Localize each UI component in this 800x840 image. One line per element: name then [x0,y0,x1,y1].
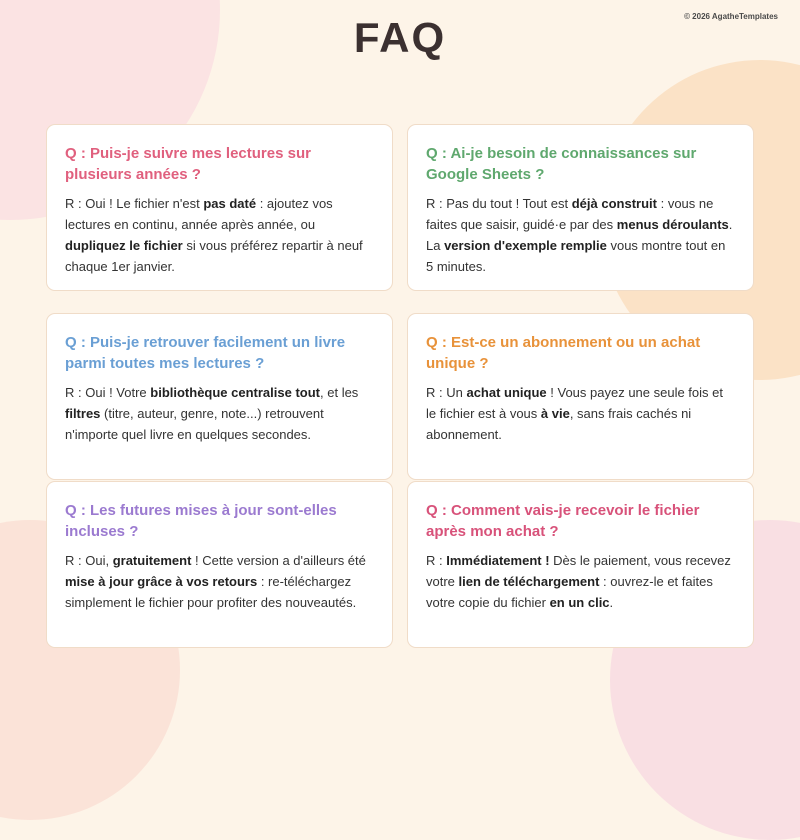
answer-highlight: achat unique [466,385,547,400]
answer-text: vous montre tout en 5 minutes. [426,238,726,274]
answer-text: R : Un [426,385,467,400]
answer-text: R : Oui ! Votre [65,385,151,400]
answer-text: , sans frais cachés ni abonnement. [426,406,692,442]
faq-question: Q : Ai-je besoin de connaissances sur Google Sheets ? [426,145,697,183]
answer-highlight: lien de téléchargement [458,574,600,589]
answer-text: ! Cette version a d'ailleurs été [191,553,366,568]
faq-answer [65,382,374,445]
faq-card-delivery [407,481,754,648]
answer-text: si vous préférez repartir à neuf chaque 1er janvier. [65,238,363,274]
faq-answer [426,382,735,445]
answer-text: Dès le paiement, vous recevez votre [426,553,731,589]
answer-highlight: version d'exemple remplie [444,238,607,253]
answer-text: R : Oui, [65,553,113,568]
faq-answer [426,193,735,277]
answer-text: R : Pas du tout ! Tout est [426,196,572,211]
faq-question: Q : Les futures mises à jour sont-elles incluses ? [65,502,337,540]
faq-card-subscription [407,313,754,480]
faq-question: Q : Comment vais-je recevoir le fichier après mon achat ? [426,502,700,540]
answer-highlight: dupliquez le fichier [65,238,183,253]
answer-text: , et les [320,385,359,400]
answer-text: : ouvrez-le et faites votre copie du fichier [426,574,713,610]
answer-highlight: bibliothèque centralise tout [150,385,321,400]
answer-highlight: en un clic [549,595,610,610]
faq-card-updates [46,481,393,648]
answer-text: : vous ne faites que saisir, guidé·e par des [426,196,714,232]
answer-highlight: menus déroulants [616,217,729,232]
answer-text: R : [426,553,447,568]
faq-question: Q : Puis-je suivre mes lectures sur plusieurs années ? [65,145,311,183]
answer-highlight: mise à jour grâce à vos retours [65,574,258,589]
answer-text: ! Vous payez une seule fois et le fichier est à vous [426,385,723,421]
copyright-text: © 2026 AgatheTemplates [684,12,778,21]
faq-answer [65,193,374,277]
answer-highlight: Immédiatement ! [446,553,550,568]
answer-text: : re-téléchargez simplement le fichier pour profiter des nouveautés. [65,574,357,610]
faq-card-find-book [46,313,393,480]
faq-answer [426,550,735,613]
faq-question: Q : Est-ce un abonnement ou un achat unique ? [426,334,701,372]
answer-highlight: pas daté [203,196,257,211]
faq-question: Q : Puis-je retrouver facilement un livre parmi toutes mes lectures ? [65,334,346,372]
faq-answer [65,550,374,613]
answer-highlight: à vie [540,406,570,421]
answer-highlight: filtres [65,406,101,421]
page-title: FAQ [353,14,447,61]
answer-text: . [609,595,614,610]
answer-highlight: gratuitement [112,553,192,568]
faq-card-multi-year [46,124,393,291]
answer-highlight: déjà construit [571,196,657,211]
answer-text: . La [426,217,733,253]
faq-card-google-sheets [407,124,754,291]
answer-text: (titre, auteur, genre, note...) retrouvent n'importe quel livre en quelques secondes. [65,406,324,442]
answer-text: : ajoutez vos lectures en continu, année après année, ou [65,196,333,232]
answer-text: R : Oui ! Le fichier n'est [65,196,204,211]
